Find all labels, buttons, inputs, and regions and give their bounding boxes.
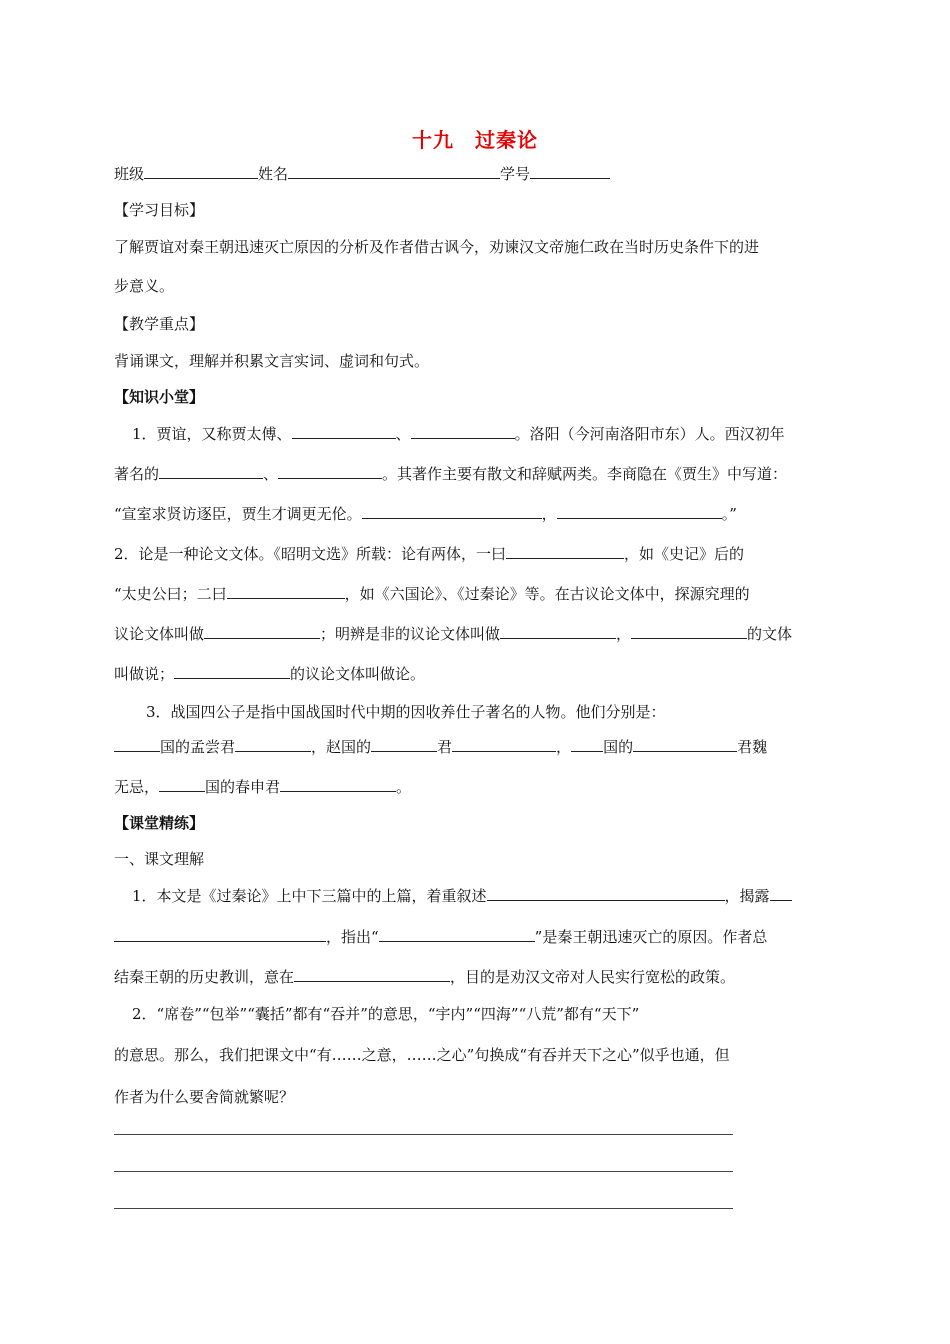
q3-blank-7[interactable] — [159, 776, 205, 792]
q3-text: ，赵国的 — [311, 738, 372, 756]
q3-text: 君魏 — [737, 738, 768, 756]
p1-text: ，揭露 — [724, 887, 770, 905]
q2-text: 的议论文体叫做论。 — [290, 665, 426, 683]
name-blank[interactable] — [288, 163, 500, 179]
focus-text: 背诵课文，理解并积累文言实词、虚词和句式。 — [114, 352, 430, 370]
knowledge-q2-line3 — [114, 623, 792, 644]
goals-text-line2: 步意义。 — [114, 277, 175, 295]
practice-q2-line2: 的意思。那么，我们把课文中“有……之意，……之心”句换成“有吞并天下之心”似乎也通，但 — [114, 1046, 730, 1064]
answer-line-3[interactable] — [114, 1208, 733, 1209]
q3-blank-2[interactable] — [235, 736, 311, 752]
answer-line-1[interactable] — [114, 1134, 733, 1135]
q1-text: “宣室求贤访逐臣，贾生才调更无伦。 — [114, 505, 362, 523]
q3-text: 国的春申君 — [205, 778, 281, 796]
q1-text: 1．贾谊，又称贾太傅、 — [132, 425, 292, 443]
p1-text: ”是秦王朝迅速灭亡的原因。作者总 — [534, 928, 768, 946]
knowledge-q1-line3 — [114, 503, 737, 524]
q2-text: 的文体 — [747, 625, 793, 643]
q1-blank-5[interactable] — [362, 503, 542, 519]
knowledge-q1-line2 — [114, 463, 787, 484]
student-info-row — [114, 163, 610, 184]
p1-blank-5[interactable] — [294, 966, 450, 982]
q3-blank-6[interactable] — [633, 736, 737, 752]
q1-text: 著名的 — [114, 465, 160, 483]
practice-q1-line1 — [132, 885, 792, 906]
id-blank[interactable] — [530, 163, 610, 179]
knowledge-q3-line1: 3．战国四公子是指中国战国时代中期的因收养仕子著名的人物。他们分别是： — [146, 703, 666, 721]
p1-blank-3[interactable] — [114, 926, 326, 942]
q2-text: ， — [616, 625, 632, 643]
focus-heading: 【教学重点】 — [114, 315, 205, 333]
knowledge-q2-line1 — [114, 543, 744, 564]
q2-text: 议论文体叫做 — [114, 625, 205, 643]
knowledge-q1-line1 — [132, 423, 785, 444]
id-label: 学号 — [500, 165, 531, 183]
practice-q1-line3 — [114, 966, 735, 987]
q3-text: 国的孟尝君 — [160, 738, 236, 756]
q3-text: ， — [556, 738, 572, 756]
part1-heading: 一、课文理解 — [114, 850, 205, 868]
p1-blank-4[interactable] — [379, 926, 535, 942]
p1-text: 1．本文是《过秦论》上中下三篇中的上篇，着重叙述 — [132, 887, 487, 905]
goals-text-line1: 了解贾谊对秦王朝迅速灭亡原因的分析及作者借古讽今，劝谏汉文帝施仁政在当时历史条件下的进 — [114, 238, 760, 256]
practice-q1-line2 — [114, 926, 767, 947]
q3-blank-4[interactable] — [452, 736, 556, 752]
q2-text: ；明辨是非的议论文体叫做 — [320, 625, 501, 643]
q1-blank-3[interactable] — [159, 463, 263, 479]
practice-heading: 【课堂精练】 — [114, 814, 205, 832]
name-label: 姓名 — [258, 165, 289, 183]
knowledge-q3-line3 — [114, 776, 411, 797]
q2-blank-6[interactable] — [174, 663, 290, 679]
q1-text: ， — [541, 505, 557, 523]
q1-text: 。其著作主要有散文和辞赋两类。李商隐在《贾生》中写道： — [382, 465, 788, 483]
class-blank[interactable] — [144, 163, 258, 179]
q3-text: 。 — [396, 778, 412, 796]
q2-text: 2．论是一种论文文体。《昭明文选》所载：论有两体，一曰 — [114, 545, 507, 563]
q2-blank-3[interactable] — [204, 623, 320, 639]
q3-text: 国的 — [603, 738, 634, 756]
knowledge-q2-line4 — [114, 663, 425, 684]
q2-text: ，如《史记》后的 — [624, 545, 745, 563]
q1-text: 。” — [721, 505, 737, 523]
p1-text: 结秦王朝的历史教训，意在 — [114, 968, 295, 986]
p1-text: ，目的是劝汉文帝对人民实行宽松的政策。 — [450, 968, 736, 986]
p1-blank-2[interactable] — [770, 885, 792, 901]
knowledge-q3-line2 — [114, 736, 767, 757]
knowledge-q2-line2 — [114, 583, 750, 604]
q1-text: 、 — [263, 465, 279, 483]
q1-text: 。洛阳（今河南洛阳市东）人。西汉初年 — [514, 425, 785, 443]
answer-line-2[interactable] — [114, 1171, 733, 1172]
page-title: 十九 过秦论 — [412, 128, 538, 152]
q2-text: 叫做说； — [114, 665, 175, 683]
q3-blank-1[interactable] — [114, 736, 160, 752]
q3-blank-3[interactable] — [371, 736, 437, 752]
q3-blank-5[interactable] — [571, 736, 603, 752]
q2-text: ，如《六国论》、《过秦论》等。在古议论文体中，探源究理的 — [344, 585, 750, 603]
q3-text: 无忌， — [114, 778, 160, 796]
q1-blank-1[interactable] — [292, 423, 396, 439]
knowledge-heading: 【知识小堂】 — [114, 388, 205, 406]
p1-text: ，指出“ — [326, 928, 379, 946]
q1-text: 、 — [395, 425, 411, 443]
q2-text: “太史公曰；二曰 — [114, 585, 227, 603]
class-label: 班级 — [114, 165, 145, 183]
p1-blank-1[interactable] — [487, 885, 725, 901]
q2-blank-2[interactable] — [227, 583, 345, 599]
q2-blank-5[interactable] — [631, 623, 747, 639]
q2-blank-4[interactable] — [500, 623, 616, 639]
practice-q2-line3: 作者为什么要舍简就繁呢？ — [114, 1088, 295, 1106]
q2-blank-1[interactable] — [506, 543, 624, 559]
q3-text: 君 — [437, 738, 453, 756]
q3-blank-8[interactable] — [280, 776, 396, 792]
q1-blank-6[interactable] — [557, 503, 722, 519]
practice-q2-line1: 2．“席卷”“包举”“囊括”都有“吞并”的意思，“宇内”“四海”“八荒”都有“天下” — [132, 1005, 640, 1023]
q1-blank-4[interactable] — [278, 463, 382, 479]
goals-heading: 【学习目标】 — [114, 201, 205, 219]
q1-blank-2[interactable] — [411, 423, 515, 439]
